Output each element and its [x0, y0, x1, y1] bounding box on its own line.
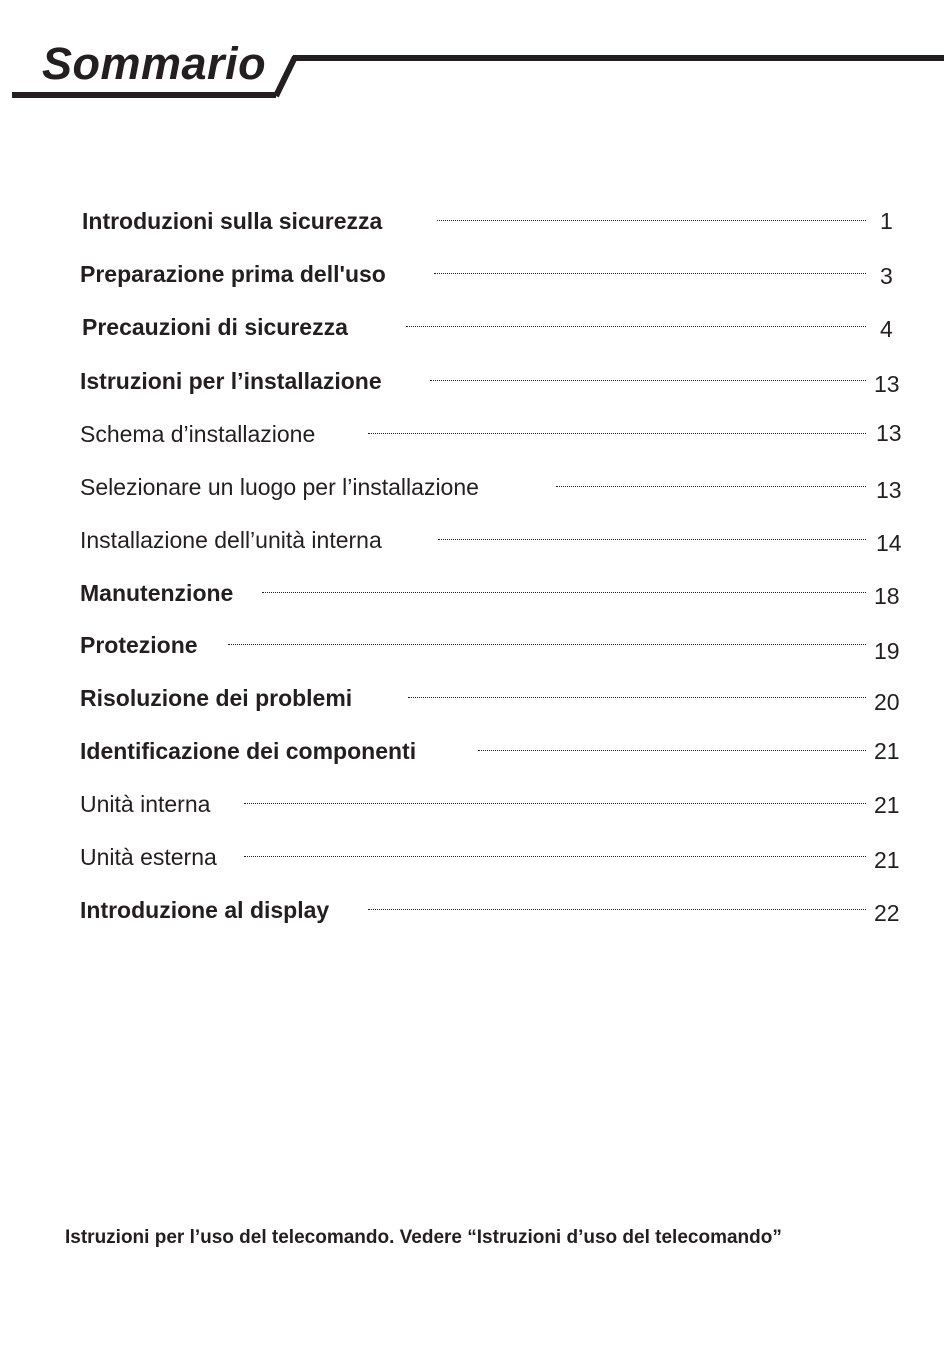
toc-entry-page-number: 21 [874, 738, 900, 764]
toc-dot-leader [368, 909, 866, 910]
toc-entry-title: Installazione dell’unità interna [80, 527, 382, 553]
toc-entry-page-number: 3 [880, 263, 893, 289]
toc-entry-page-number: 13 [876, 477, 902, 503]
toc-entry[interactable] [0, 472, 950, 504]
toc-entry[interactable] [0, 842, 950, 874]
toc-dot-leader [556, 486, 866, 487]
toc-dot-leader [244, 803, 866, 804]
toc-entry-page-number: 21 [874, 792, 900, 818]
toc-entry-page-number: 21 [874, 847, 900, 873]
footer-note: Istruzioni per l’uso del telecomando. Vedere “Istruzioni d’uso del telecomando” [65, 1227, 782, 1248]
toc-entry-page-number: 20 [874, 689, 900, 715]
toc-entry-title: Selezionare un luogo per l’installazione [80, 474, 479, 500]
toc-dot-leader [408, 697, 866, 698]
toc-dot-leader [368, 433, 866, 434]
toc-entry-title: Identificazione dei componenti [80, 738, 417, 764]
toc-entry-title: Schema d’installazione [80, 421, 316, 447]
toc-entry[interactable] [0, 683, 950, 715]
toc-entry-title: Preparazione prima dell'uso [80, 261, 386, 287]
toc-dot-leader [228, 644, 866, 645]
toc-entry[interactable] [0, 366, 950, 398]
page-title: Sommario [42, 38, 267, 89]
toc-entry[interactable] [0, 630, 950, 662]
toc-entry[interactable] [0, 895, 950, 927]
toc-dot-leader [478, 750, 866, 751]
toc-entry[interactable] [0, 312, 950, 344]
toc-entry-page-number: 19 [874, 638, 900, 664]
toc-dot-leader [438, 539, 866, 540]
toc-entry-title: Manutenzione [80, 580, 234, 606]
page-header [0, 0, 950, 110]
toc-entry-title: Unità esterna [80, 844, 217, 870]
toc-entry-page-number: 13 [874, 371, 900, 397]
toc-entry[interactable] [0, 789, 950, 821]
toc-entry[interactable] [0, 259, 950, 291]
toc-dot-leader [437, 220, 866, 221]
toc-entry-page-number: 4 [880, 316, 893, 342]
toc-dot-leader [244, 856, 866, 857]
toc-entry[interactable] [0, 736, 950, 768]
toc-entry-title: Introduzioni sulla sicurezza [82, 208, 383, 234]
toc-entry[interactable] [0, 206, 950, 238]
toc-entry-title: Precauzioni di sicurezza [82, 314, 348, 340]
toc-dot-leader [430, 380, 866, 381]
toc-entry[interactable] [0, 525, 950, 557]
toc-entry-page-number: 13 [876, 420, 902, 446]
toc-entry-title: Protezione [80, 632, 198, 658]
toc-entry-title: Introduzione al display [80, 897, 330, 923]
toc-entry-title: Unità interna [80, 791, 211, 817]
toc-dot-leader [262, 592, 866, 593]
toc-entry-page-number: 1 [880, 208, 893, 234]
toc-entry-title: Risoluzione dei problemi [80, 685, 353, 711]
toc-entry-page-number: 14 [876, 530, 902, 556]
toc-dot-leader [406, 326, 866, 327]
toc-entry[interactable] [0, 578, 950, 610]
toc-entry-page-number: 18 [874, 583, 900, 609]
toc-entry-title: Istruzioni per l’installazione [80, 368, 382, 394]
toc-entry[interactable] [0, 419, 950, 451]
toc-dot-leader [434, 273, 866, 274]
toc-entry-page-number: 22 [874, 900, 900, 926]
